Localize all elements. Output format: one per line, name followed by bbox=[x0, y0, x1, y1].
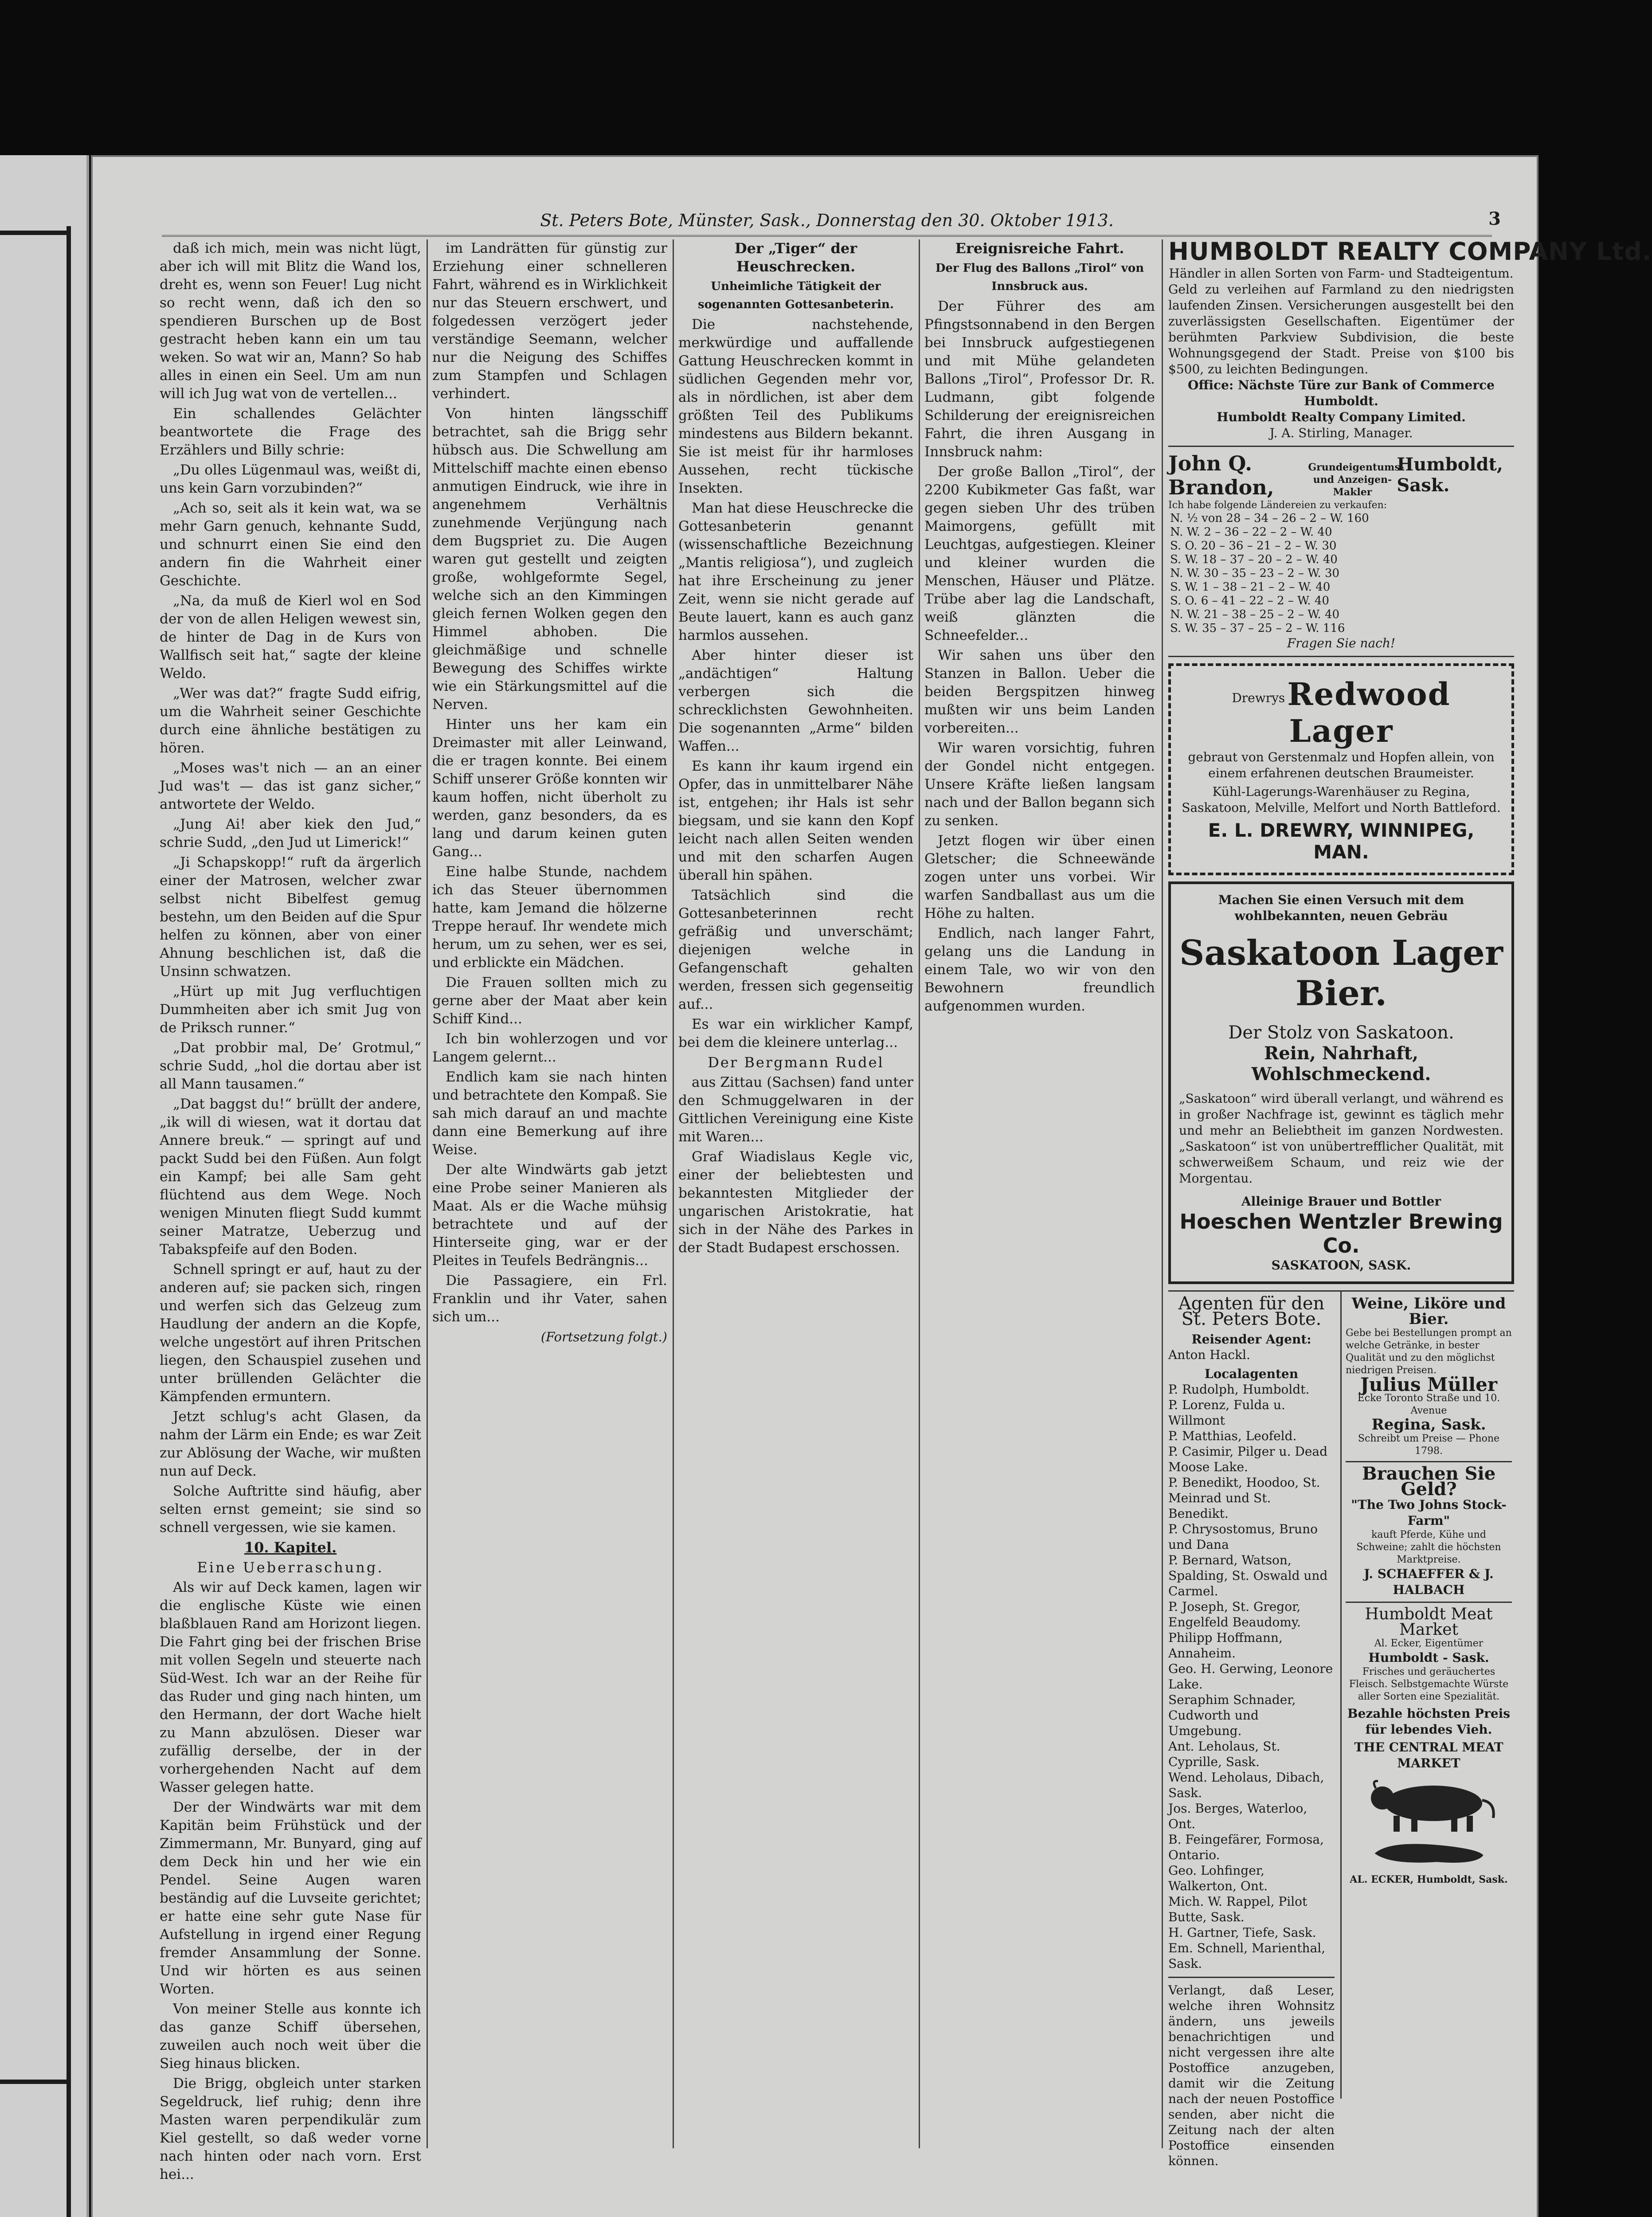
paragraph: Es war ein wirklicher Kampf, bei dem die kleinere unterlag... bbox=[678, 1016, 913, 1050]
lands-row: N. W. 2 – 36 – 22 – 2 – W. 40 bbox=[1170, 525, 1332, 539]
adjacent-page-rule bbox=[67, 226, 71, 2217]
brandon-ad bbox=[1168, 451, 1514, 657]
paragraph: Von meiner Stelle aus konnte ich das ganze Schiff übersehen, zuweilen auch noch weit über die Sieg hinaus blicken. bbox=[160, 2001, 421, 2072]
agent-entry: Geo. H. Gerwing, Leonore Lake. bbox=[1168, 1661, 1333, 1692]
section-heading: Eine Ueberraschung. bbox=[197, 1559, 384, 1576]
paragraph: „Du olles Lügenmaul was, weißt di, uns kein Garn vorzubinden?“ bbox=[160, 462, 421, 496]
agent-entry: Em. Schnell, Marienthal, Sask. bbox=[1168, 1941, 1326, 1971]
brandon-footer: Fragen Sie nach! bbox=[1287, 636, 1396, 650]
adjacent-page-hr-bottom bbox=[0, 2080, 71, 2084]
story-column-2 bbox=[432, 239, 667, 2148]
mueller-addr: Ecke Toronto Straße und 10. Avenue bbox=[1357, 1393, 1500, 1416]
realty-line: Geld zu verleihen auf Farmland zu den niedrigsten laufenden Zinsen. Versicherungen ausgestellt bei den zuverlässigsten Gesellschaften. Eigentümer der berühmten Parkview Subdivision, die beste Wohnungsgegend der Stadt. Preise von $100 bis $500, zu leichten Bedingungen. bbox=[1168, 282, 1514, 376]
lands-row: S. O. 20 – 36 – 21 – 2 – W. 30 bbox=[1170, 539, 1337, 552]
column-rule bbox=[427, 239, 428, 2148]
lands-row: N. ½ von 28 – 34 – 26 – 2 – W. 160 bbox=[1170, 512, 1369, 525]
saskatoon-sole: Alleinige Brauer und Bottler bbox=[1241, 1194, 1441, 1209]
meat-name: THE CENTRAL MEAT MARKET bbox=[1354, 1740, 1503, 1770]
paragraph: Der der Windwärts war mit dem Kapitän beim Frühstück und der Zimmermann, Mr. Bunyard, ging auf dem Deck hin und her wie ein Pendel. Seine Augen waren beständig auf die Luvseite gerichtet; er hatte eine sehr gute Nase für Aufstellung in irgend einer Regung fremder Ansammlung der Sonne. Und wir hörten es aus seinen Worten. bbox=[160, 1799, 421, 1997]
paragraph: „Dat baggst du!“ brüllt der andere, „ik will di wiesen, wat it dortau dat Annere breuk.“ — springt auf und packt Sudd bei den Füßen. Aun folgt ein Kampf; bei alle Sam geht flüchtend aus dem Wege. Noch wenigen Minuten fliegt Sudd kummt seiner Matratze, Ueberzug und Tabakspfeife auf den Boden. bbox=[160, 1096, 421, 1257]
brandon-role: Grundeigentums- und Anzeigen-Makler bbox=[1308, 462, 1404, 498]
paragraph: Graf Wiadislaus Kegle vic, einer der beliebtesten und bekanntesten Mitglieder der ungarischen Aristokratie, hat sich in der Nähe des Parkes in der Stadt Budapest erschossen. bbox=[678, 1149, 913, 1256]
meat-city: Humboldt - Sask. bbox=[1368, 1650, 1489, 1665]
lands-row: N. W. 30 – 35 – 23 – 2 – W. 30 bbox=[1170, 567, 1340, 580]
story-column-3 bbox=[678, 239, 913, 2148]
paragraph: Endlich kam sie nach hinten und betrachtete den Kompaß. Sie sah mich darauf an und machte dann eine Bemerkung auf ihre Weise. bbox=[432, 1069, 667, 1158]
meat-head: Humboldt Meat Market bbox=[1365, 1605, 1493, 1639]
article-title: Ereignisreiche Fahrt. bbox=[955, 240, 1124, 257]
lands-row: S. O. 6 – 41 – 22 – 2 – W. 40 bbox=[1170, 594, 1329, 607]
meat-owner: Al. Ecker, Eigentümer bbox=[1374, 1638, 1484, 1649]
geld-head: Brauchen Sie Geld? bbox=[1362, 1463, 1496, 1500]
realty-line: J. A. Stirling, Manager. bbox=[1269, 426, 1413, 440]
story-column-1 bbox=[160, 239, 421, 2182]
paragraph: Wir waren vorsichtig, fuhren der Gondel nicht entgegen. Unsere Kräfte ließen langsam nach und der Ballon begann sich zu senken. bbox=[924, 740, 1155, 829]
advertisements-column bbox=[1168, 237, 1652, 2168]
saskatoon-ad bbox=[1168, 881, 1514, 1284]
paragraph: Eine halbe Stunde, nachdem ich das Steuer übernommen hatte, kam Jemand die hölzerne Treppe herauf. Ihr wendete mich herum, um zu sehen, wer es sei, und erblickte ein Mädchen. bbox=[432, 864, 667, 971]
paragraph: „Moses was't nich — an an einer Jud was't — das ist ganz sicher,“ antwortete der Weldo. bbox=[160, 760, 421, 812]
agent-entry: P. Joseph, St. Gregor, Engelfeld Beaudomy. bbox=[1168, 1599, 1301, 1629]
paragraph: Ein schallendes Gelächter beantwortete die Frage des Erzählers und Billy schrie: bbox=[160, 406, 421, 458]
brandon-intro: Ich habe folgende Ländereien zu verkaufen: bbox=[1168, 500, 1387, 511]
lands-row: S. W. 18 – 37 – 20 – 2 – W. 40 bbox=[1170, 553, 1338, 566]
lands-row: S. W. 1 – 38 – 21 – 2 – W. 40 bbox=[1170, 580, 1331, 594]
saskatoon-city: SASKATOON, SASK. bbox=[1271, 1258, 1411, 1273]
saskatoon-tagline: Der Stolz von Saskatoon. bbox=[1228, 1022, 1454, 1043]
agent-entry: P. Benedikt, Hoodoo, St. Meinrad und St. Benedikt. bbox=[1168, 1475, 1320, 1521]
agent-entry: H. Gartner, Tiefe, Sask. bbox=[1168, 1925, 1316, 1940]
adjacent-page-edge bbox=[0, 155, 89, 2217]
paragraph: Jetzt schlug's acht Glasen, da nahm der Lärm ein Ende; es war Zeit zur Ablösung der Wache, wir mußten nun auf Deck. bbox=[160, 1409, 421, 1479]
agent-entry: Seraphim Schnader, Cudworth und Umgebung. bbox=[1168, 1692, 1296, 1738]
meat-footer: AL. ECKER, Humboldt, Sask. bbox=[1350, 1874, 1508, 1885]
agent-entry: Ant. Leholaus, St. Cyprille, Sask. bbox=[1168, 1739, 1280, 1769]
agent-entry: P. Matthias, Leofeld. bbox=[1168, 1429, 1297, 1443]
agents-travel-label: Reisender Agent: bbox=[1191, 1332, 1311, 1347]
mueller-phone: Schreibt um Preise — Phone 1798. bbox=[1358, 1433, 1500, 1457]
paragraph: Der alte Windwärts gab jetzt eine Probe seiner Manieren als Maat. Als er die Wache mühsig betrachtete und auf der Hinterseite ging, war er der Pleites in Teufels Bedrängnis... bbox=[432, 1162, 667, 1269]
redwood-maker: Drewrys bbox=[1232, 690, 1285, 705]
paragraph: im Landrätten für günstig zur Erziehung einer schnelleren Fahrt, während es in Wirklichkeit nur das Steuern erschwert, und folgedessen verzögert jeder verständige Seemann, welcher nur die Neigung des Schiffes zum Stampfen und Schlagen verhindert. bbox=[432, 240, 667, 402]
adjacent-page-hr-top bbox=[0, 231, 71, 235]
paragraph: aus Zittau (Sachsen) fand unter den Schmuggelwaren in der Gittlichen Vereinigung eine Kiste mit Waren... bbox=[678, 1074, 913, 1145]
page-header: St. Peters Bote, Münster, Sask., Donnerstag den 30. Oktober 1913. bbox=[540, 211, 1114, 230]
paragraph: Tatsächlich sind die Gottesanbeterinnen recht gefräßig und unverschämt; diejenigen welche in Gefangenschaft gehalten werden, fressen sich gegenseitig auf... bbox=[678, 887, 913, 1012]
brandon-place: Humboldt, Sask. bbox=[1397, 454, 1503, 496]
saskatoon-intro: Machen Sie einen Versuch mit dem wohlbekannten, neuen Gebräu bbox=[1218, 893, 1464, 923]
mueller-ad bbox=[1346, 1296, 1512, 1462]
realty-ad bbox=[1168, 237, 1652, 447]
paragraph: Als wir auf Deck kamen, lagen wir die englische Küste wie einen blaßblauen Rand am Horizont liegen. Die Fahrt ging bei der frischen Brise mit vollen Segeln und steuerte nach Süd-West. Ich war an der Reihe für das Ruder und ging nach hinten, um den Hermann, der dort Wache hielt zu Mann abzulösen. Dieser war zufällig derselbe, der in der vorhergehenden Nacht auf dem Wasser gelegen hatte. bbox=[160, 1579, 421, 1795]
agent-entry: Philipp Hoffmann, Annaheim. bbox=[1168, 1630, 1283, 1661]
paragraph: daß ich mich, mein was nicht lügt, aber ich will mit Blitz die Wand los, dreht es, wenn son Feuer! Lug nicht so recht wenn, daß ich den so spendieren Burschen up de Bost gestracht heben kann ein um tau weken. So wat wir an, Mann? So hab alles in einen ein Seel. Um am nun will ich Jug wat von de vertellen... bbox=[160, 240, 421, 402]
saskatoon-company: Hoeschen Wentzler Brewing Co. bbox=[1179, 1210, 1503, 1257]
redwood-name: Redwood Lager bbox=[1287, 676, 1451, 749]
realty-line: Office: Nächste Türe zur Bank of Commerce Humboldt. bbox=[1188, 378, 1495, 408]
paragraph: „Jung Ai! aber kiek den Jud,“ schrie Sudd, „den Jud ut Limerick!“ bbox=[160, 816, 421, 850]
paragraph: „Hürt up mit Jug verfluchtigen Dummheiten aber ich smit Jug von de Priksch runner.“ bbox=[160, 983, 421, 1036]
redwood-ad bbox=[1168, 663, 1514, 875]
agent-entry: P. Bernard, Watson, Spalding, St. Oswald und Carmel. bbox=[1168, 1553, 1328, 1598]
paragraph: Man hat diese Heuschrecke die Gottesanbeterin genannt (wissenschaftliche Bezeichnung „Mantis religiosa“), und zugleich hat ihre Erscheinung zu jener Zeit, wenn sie nicht gerade auf Beute lauert, kann es auch ganz harmlos aussehen. bbox=[678, 500, 913, 643]
agent-entry: Wend. Leholaus, Dibach, Sask. bbox=[1168, 1770, 1324, 1800]
paragraph: „Ji Schapskopp!“ ruft da ärgerlich einer der Matrosen, welcher zwar selbst nicht Bibelfest gemug bestehn, um den Beiden auf die Spur helfen zu können, aber von einer Ahnung beschlichen ist, daß die Unsinn schwatzen. bbox=[160, 854, 421, 979]
story-column-4 bbox=[924, 239, 1155, 2148]
column-rule bbox=[919, 239, 920, 2148]
paragraph: Die Frauen sollten mich zu gerne aber der Maat aber kein Schiff Kind... bbox=[432, 975, 667, 1027]
realty-line: Händler in allen Sorten von Farm- und Stadteigentum. bbox=[1169, 266, 1514, 281]
article-subtitle: Der Flug des Ballons „Tirol“ von Innsbruck aus. bbox=[935, 262, 1144, 293]
bull-illustration bbox=[1358, 1776, 1500, 1833]
saskatoon-name: Saskatoon Lager Bier. bbox=[1179, 933, 1503, 1014]
paragraph: Ich bin wohlerzogen und vor Langem gelernt... bbox=[432, 1031, 667, 1065]
column-rule bbox=[1162, 239, 1163, 2148]
realty-line: Humboldt Realty Company Limited. bbox=[1217, 410, 1466, 424]
redwood-agents: Kühl-Lagerungs-Warenhäuser zu Regina, Saskatoon, Melville, Melfort und North Battleford. bbox=[1182, 784, 1501, 815]
meat-desc: Frisches und geräuchertes Fleisch. Selbstgemachte Würste aller Sorten eine Spezialität. bbox=[1349, 1666, 1509, 1702]
paragraph: Die nachstehende, merkwürdige und auffallende Gattung Heuschrecken kommt in südlichen Gegenden mehr vor, als in nördlichen, ist aber dem größten Teil des Publikums mindestens aus Bildern bekannt. Sie ist meist für ihr harmloses Aussehen, recht tückische Insekten. bbox=[678, 317, 913, 496]
geld-ad bbox=[1346, 1462, 1512, 1603]
paragraph: Der Führer des am Pfingstsonnabend in den Bergen bei Innsbruck aufgestiegenen und mit Mühe gelandeten Ballons „Tirol“, Professor Dr. R. Ludmann, gibt folgende Schilderung der ereignisreichen Fahrt, die ihren Ausgang in Innsbruck nahm: bbox=[924, 298, 1155, 460]
lands-table bbox=[1168, 512, 1514, 635]
geld-company: J. SCHAEFFER & J. HALBACH bbox=[1364, 1567, 1494, 1597]
small-ads bbox=[1346, 1296, 1512, 1886]
paragraph: Es kann ihr kaum irgend ein Opfer, das in unmittelbarer Nähe ist, entgehen; ihr Hals ist sehr biegsam, und sie kann den Kopf leicht nach allen Seiten wenden und mit den scharfen Augen überall hin spähen. bbox=[678, 758, 913, 883]
paragraph: „Ach so, seit als it kein wat, wa se mehr Garn genuch, kehnante Sudd, und schnurrt einen Sie eind den andern fin die Wahrheit einer Geschichte. bbox=[160, 500, 421, 589]
agent-entry: P. Chrysostomus, Bruno und Dana bbox=[1168, 1522, 1318, 1552]
newspaper-page bbox=[91, 155, 1652, 2217]
agents-local-label: Localagenten bbox=[1204, 1367, 1299, 1381]
article-title: Der Bergmann Rudel bbox=[708, 1054, 884, 1071]
geld-farm: "The Two Johns Stock-Farm" bbox=[1351, 1497, 1507, 1528]
redwood-company: E. L. DREWRY, WINNIPEG, MAN. bbox=[1208, 819, 1475, 863]
ads-divider bbox=[1340, 1292, 1342, 2099]
agents-title: Agenten für den St. Peters Bote. bbox=[1178, 1293, 1325, 1329]
chapter-heading: 10. Kapitel. bbox=[244, 1539, 337, 1556]
mueller-city: Regina, Sask. bbox=[1371, 1416, 1486, 1434]
page-number: 3 bbox=[1488, 208, 1501, 229]
mueller-desc: Gebe bei Bestellungen prompt an welche Getränke, in bester Qualität und zu den möglichst niedrigen Preisen. bbox=[1346, 1328, 1512, 1376]
agent-entry: P. Lorenz, Fulda u. Willmont bbox=[1168, 1398, 1285, 1428]
meat-pay: Bezahle höchsten Preis für lebendes Vieh. bbox=[1347, 1706, 1511, 1737]
paragraph: „Na, da muß de Kierl wol en Sod der von de allen Heligen wewest sin, de hinter de Dag in de Kurs von Wallfisch seit hat,“ sagte der kleine Weldo. bbox=[160, 593, 421, 682]
paragraph: Schnell springt er auf, haut zu der anderen auf; sie packen sich, ringen und werfen sich das Gelzeug zum Haudlung der andern an die Kopfe, welche ungestört auf ihren Pritschen liegen, den Schauspiel zusehen und unter brüllenden Gelächter die Kämpfenden ermuntern. bbox=[160, 1261, 421, 1405]
paragraph: Hinter uns her kam ein Dreimaster mit aller Leinwand, die er tragen konnte. Bei einem Schiff unserer Größe konnten wir kaum hoffen, nicht überholt zu werden, ganz besonders, da es lang und darum keinen guten Gang... bbox=[432, 717, 667, 860]
paragraph: „Wer was dat?“ fragte Sudd eifrig, um die Wahrheit seiner Geschichte durch eine ähnliche bestätigen zu hören. bbox=[160, 685, 421, 756]
saskatoon-tagline: Rein, Nahrhaft, Wohlschmeckend. bbox=[1251, 1043, 1431, 1085]
paragraph: Jetzt flogen wir über einen Gletscher; die Schneewände zogen unter uns vorbei. Wir warfen Sandballast aus um die Höhe zu halten. bbox=[924, 833, 1155, 921]
saskatoon-body: „Saskatoon“ wird überall verlangt, und während es in großer Nachfrage ist, gewinnt es täglich mehr und mehr an Beliebtheit im ganzen Nordwesten. „Saskatoon“ ist von unübertrefflicher Qualität, mit schwerweißem Schaum, und reiz wie der Morgentau. bbox=[1179, 1091, 1503, 1186]
agent-entry: Jos. Berges, Waterloo, Ont. bbox=[1168, 1801, 1308, 1831]
agent-entry: Mich. W. Rappel, Pilot Butte, Sask. bbox=[1168, 1894, 1308, 1924]
paragraph: Die Brigg, obgleich unter starken Segeldruck, lief ruhig; denn ihre Masten waren perpendikulär zum Kiel gestellt, so daß weder vorne nach hinten oder nach vorn. Erst hei... bbox=[160, 2076, 421, 2182]
brandon-name: John Q. Brandon, bbox=[1168, 451, 1274, 499]
realty-title: HUMBOLDT REALTY COMPANY Ltd. bbox=[1168, 237, 1652, 266]
ham-illustration bbox=[1358, 1838, 1500, 1869]
paragraph: Von hinten längsschiff betrachtet, sah die Brigg sehr hübsch aus. Die Schwellung am Mittelschiff machte einen ebenso anmutigen Eindruck, wie ihre in angenehmem Verhältnis zunehmende Verjüngung nach dem Bugspriet zu. Die Augen waren gut gestellt und zeigten große, wohlgeformte Segel, welche sich an den Kimmingen gleich fernen Wolken gegen den Himmel abhoben. Die gleichmäßige und schnelle Bewegung des Schiffes wirkte wie ein Stärkungsmittel auf die Nerven. bbox=[432, 406, 667, 713]
column-rule bbox=[673, 239, 674, 2148]
redwood-desc: gebraut von Gerstenmalz und Hopfen allein, von einem erfahrenen deutschen Braumeister. bbox=[1188, 750, 1495, 780]
mueller-head: Weine, Liköre und Bier. bbox=[1351, 1295, 1506, 1328]
agent-entry: P. Rudolph, Humboldt. bbox=[1168, 1382, 1310, 1397]
agent-entry: P. Casimir, Pilger u. Dead Moose Lake. bbox=[1168, 1444, 1328, 1474]
verlangt-notice: Verlangt, daß Leser, welche ihren Wohnsitz ändern, uns jeweils benachrichtigen und nicht vergessen ihre alte Postoffice anzugeben, damit wir die Zeitung nach der neuen Postoffice senden, aber nicht die Zeitung nach der alten Postoffice einsenden können. bbox=[1168, 1977, 1335, 2169]
agent-entry: B. Feingefärer, Formosa, Ontario. bbox=[1168, 1832, 1324, 1862]
agent-entry: Geo. Lohfinger, Walkerton, Ont. bbox=[1168, 1863, 1268, 1893]
continued-note: (Fortsetzung folgt.) bbox=[540, 1329, 667, 1344]
paragraph: „Dat probbir mal, De’ Grotmul,“ schrie Sudd, „hol die dortau aber ist all Mann tausamen.“ bbox=[160, 1040, 421, 1092]
paragraph: Die Passagiere, ein Frl. Franklin und ihr Vater, sahen sich um... bbox=[432, 1273, 667, 1325]
meat-ad bbox=[1346, 1603, 1512, 1886]
paragraph: Solche Auftritte sind häufig, aber selten ernst gemeint; sie sind so schnell vergessen, wie sie kamen. bbox=[160, 1483, 421, 1535]
mueller-name: Julius Müller bbox=[1360, 1374, 1497, 1395]
paragraph: Aber hinter dieser ist „andächtigen“ Haltung verbergen sich die schrecklichsten Gewohnheiten. Die sogenannten „Arme“ bilden Waffen... bbox=[678, 647, 913, 754]
paragraph: Wir sahen uns über den Stanzen in Ballon. Ueber die beiden Bergspitzen hinweg mußten wir uns beim Landen vorbereiten... bbox=[924, 647, 1155, 736]
article-title: Der „Tiger“ der Heuschrecken. bbox=[734, 240, 857, 275]
geld-body: kauft Pferde, Kühe und Schweine; zahlt die höchsten Marktpreise. bbox=[1356, 1529, 1501, 1565]
agents-travel: Anton Hackl. bbox=[1168, 1347, 1250, 1362]
paragraph: Endlich, nach langer Fahrt, gelang uns die Landung in einem Tale, wo wir von den Bewohnern freundlich aufgenommen wurden. bbox=[924, 925, 1155, 1014]
agents-list bbox=[1168, 1293, 1335, 2169]
paragraph: Der große Ballon „Tirol“, der 2200 Kubikmeter Gas faßt, war gegen sieben Uhr des trüben Maimorgens, gefüllt mit Leuchtgas, aufgestiegen. Kleiner und kleiner wurden die Menschen, Häuser und Plätze. Trübe aber lag die Landschaft, weiß glänzten die Schneefelder... bbox=[924, 464, 1155, 643]
lands-row: S. W. 35 – 37 – 25 – 2 – W. 116 bbox=[1170, 622, 1345, 635]
lands-row: N. W. 21 – 38 – 25 – 2 – W. 40 bbox=[1170, 608, 1340, 621]
article-subtitle: Unheimliche Tätigkeit der sogenannten Gottesanbeterin. bbox=[697, 280, 894, 311]
